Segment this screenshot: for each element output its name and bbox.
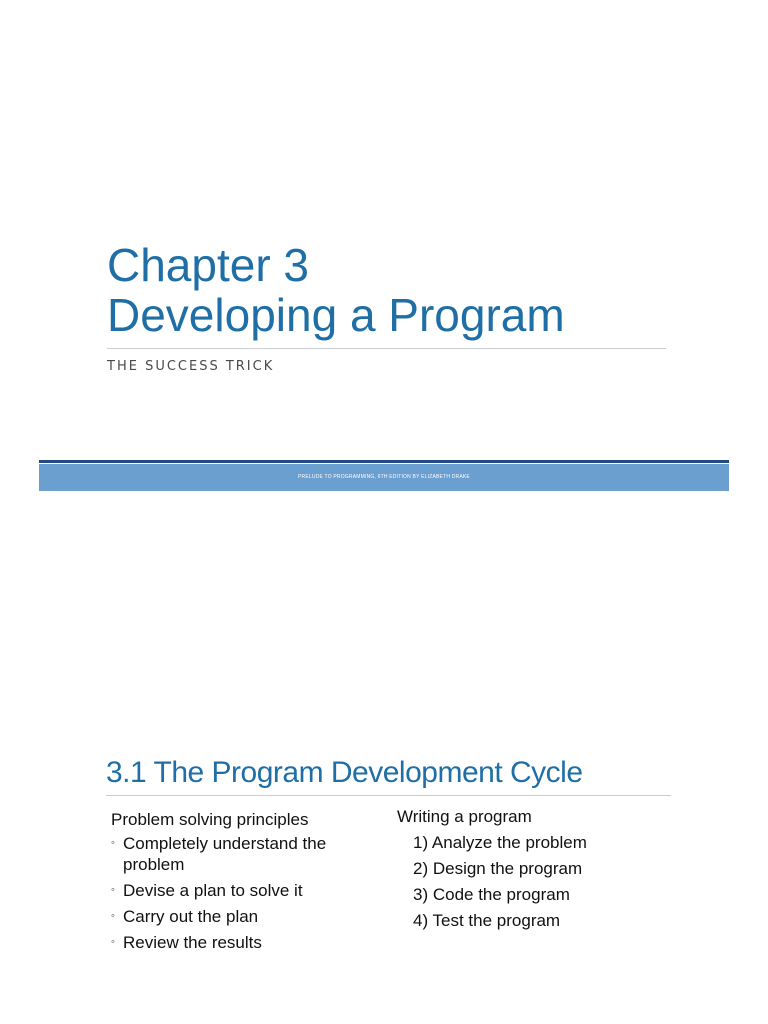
chapter-title-line2: Developing a Program [107,289,565,341]
writing-heading: Writing a program [397,807,532,826]
footer-accent-line [39,460,729,463]
principles-heading: Problem solving principles [111,810,309,829]
bullet-icon: ◦ [111,910,115,922]
chapter-title [107,240,707,340]
chapter-title-line1: Chapter 3 [107,239,310,291]
bullet-text: Devise a plan to solve it [123,881,303,900]
content-slide [0,512,768,1024]
list-item [111,906,361,927]
list-item: 2) Design the program [413,859,583,878]
title-divider [107,348,666,349]
bullet-icon: ◦ [111,936,115,948]
list-item: 4) Test the program [413,911,561,930]
bullet-icon: ◦ [111,884,115,896]
list-item [111,880,361,901]
subtitle: THE SUCCESS TRICK [107,359,275,374]
section-divider [106,795,671,796]
list-item [111,833,361,875]
footer-text: PRELUDE TO PROGRAMMING, 6TH EDITION BY ELIZABETH DRAKE [298,474,470,480]
list-item: 1) Analyze the problem [413,833,587,852]
list-item [111,932,361,953]
principles-column [111,808,361,958]
bullet-text: Completely understand the problem [123,834,327,874]
section-title: 3.1 The Program Development Cycle [106,756,583,789]
bullet-text: Review the results [123,933,262,952]
list-item: 3) Code the program [413,885,570,904]
bullet-icon: ◦ [111,837,115,849]
bullet-text: Carry out the plan [123,907,259,926]
writing-column [397,805,637,934]
